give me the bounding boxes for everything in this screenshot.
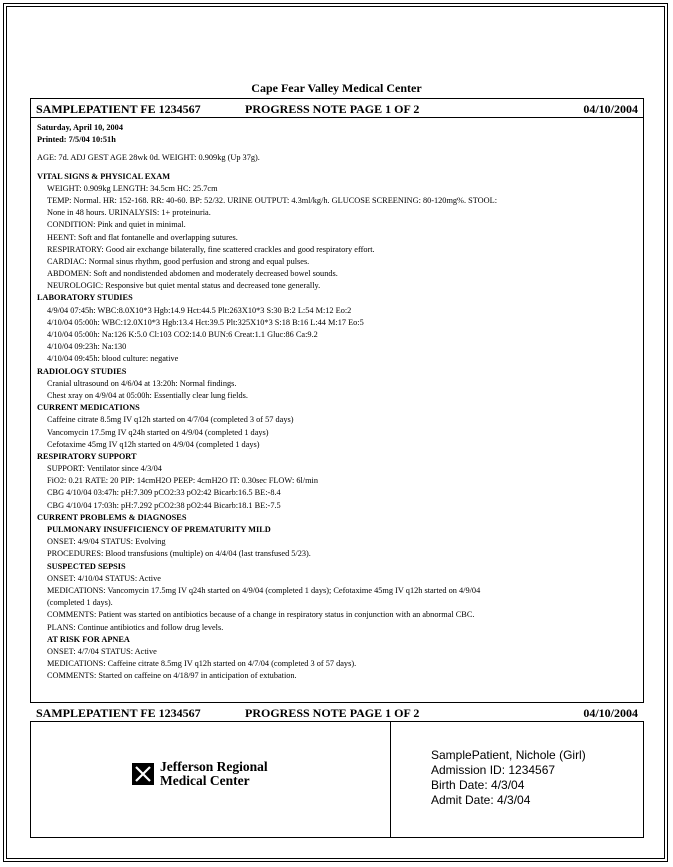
printed-line: Printed: 7/5/04 10:51h (37, 135, 116, 145)
problem-line: ONSET: 4/9/04 STATUS: Evolving (47, 537, 166, 547)
vital-line: TEMP: Normal. HR: 152-168. RR: 40-60. BP: 52/32. URINE OUTPUT: 4.3ml/kg/h. GLUCOSE SCREENING: 80-120mg%. STOOL: (47, 195, 498, 205)
respiratory-line: SUPPORT: Ventilator since 4/3/04 (47, 464, 162, 474)
section-heading: VITAL SIGNS & PHYSICAL EXAM (37, 171, 171, 181)
problem-line: MEDICATIONS: Caffeine citrate 8.5mg IV q12h started on 4/7/04 (completed 3 of 57 days). (47, 659, 357, 669)
footer-date: 04/10/2004 (583, 706, 638, 720)
lab-line: 4/9/04 07:45h: WBC:8.0X10*3 Hgb:14.9 Hct:44.5 Plt:263X10*3 S:30 B:2 L:54 M:12 Eo:2 (47, 305, 352, 315)
footer-bar (30, 702, 644, 722)
problem-line: (completed 1 days). (47, 598, 113, 608)
admit-date: Admit Date: 4/3/04 (431, 793, 531, 807)
patient-info (431, 748, 586, 808)
lab-line: 4/10/04 05:00h: Na:126 K:5.0 Cl:103 CO2:14.0 BUN:6 Creat:1.1 Gluc:86 Ca:9.2 (47, 330, 318, 339)
lab-line: 4/10/04 05:00h: WBC:12.0X10*3 Hgb:13.4 Hct:39.5 Plt:325X10*3 S:18 B:16 L:44 M:17 Eo:5 (47, 317, 364, 327)
problem-line: PROCEDURES: Blood transfusions (multiple) on 4/4/04 (last transfused 5/23). (47, 549, 311, 559)
header-bar (30, 98, 644, 118)
section-heading: CURRENT MEDICATIONS (37, 403, 140, 413)
footer-bottom-border (30, 837, 644, 838)
header-page: PROGRESS NOTE PAGE 1 OF 2 (245, 102, 420, 116)
respiratory-line: FiO2: 0.21 RATE: 20 PIP: 14cmH2O PEEP: 4cmH2O IT: 0.30sec FLOW: 6l/min (47, 476, 318, 486)
footer-page: PROGRESS NOTE PAGE 1 OF 2 (245, 706, 420, 720)
vital-line: None in 48 hours. URINALYSIS: 1+ proteinuria. (47, 208, 211, 218)
vital-line: ABDOMEN: Soft and nondistended abdomen and moderately decreased bowel sounds. (47, 269, 338, 279)
logo-line-1: Jefferson Regional (160, 759, 268, 774)
section-heading: RADIOLOGY STUDIES (37, 366, 127, 376)
medication-line: Caffeine citrate 8.5mg IV q12h started on 4/7/04 (completed 3 of 57 days) (47, 415, 294, 425)
medication-line: Cefotaxime 45mg IV q12h started on 4/9/04 (completed 1 days) (47, 439, 260, 449)
problem-line: MEDICATIONS: Vancomycin 17.5mg IV q24h started on 4/9/04 (completed 1 days); Cefotaxime 45mg IV q12h started on 4/9/04 (47, 585, 481, 595)
problem-line: COMMENTS: Patient was started on antibiotics because of a change in respiratory status in conjunction with an abnormal CBC. (47, 610, 475, 620)
box-left-border (30, 98, 31, 703)
respiratory-line: CBG 4/10/04 17:03h: pH:7.292 pCO2:38 pO2:44 Bicarb:18.1 BE:-7.5 (47, 500, 281, 510)
header-date: 04/10/2004 (583, 102, 638, 116)
box-right-border (643, 98, 644, 703)
medication-line: Vancomycin 17.5mg IV q24h started on 4/9/04 (completed 1 days) (47, 427, 269, 437)
problem-line: ONSET: 4/10/04 STATUS: Active (47, 573, 161, 583)
logo-x-icon (132, 763, 154, 785)
problem-line: PLANS: Continue antibiotics and follow drug levels. (47, 622, 224, 632)
lab-line: 4/10/04 09:45h: blood culture: negative (47, 354, 179, 364)
radiology-line: Chest xray on 4/9/04 at 05:00h: Essentially clear lung fields. (47, 390, 248, 400)
note-content (37, 122, 637, 682)
age-line: AGE: 7d. ADJ GEST AGE 28wk 0d. WEIGHT: 0.909kg (Up 37g). (37, 153, 260, 163)
vital-line: WEIGHT: 0.909kg LENGTH: 34.5cm HC: 25.7cm (47, 183, 218, 193)
patient-name: SamplePatient, Nichole (Girl) (431, 748, 586, 762)
problem-heading: SUSPECTED SEPSIS (47, 561, 126, 571)
problem-line: ONSET: 4/7/04 STATUS: Active (47, 646, 157, 656)
vital-line: CARDIAC: Normal sinus rhythm, good perfusion and strong and equal pulses. (47, 256, 310, 266)
footer-right-border (643, 722, 644, 838)
problem-heading: PULMONARY INSUFFICIENCY OF PREMATURITY MILD (47, 525, 271, 534)
jefferson-logo (132, 760, 268, 788)
radiology-line: Cranial ultrasound on 4/6/04 at 13:20h: Normal findings. (47, 378, 237, 388)
section-heading: RESPIRATORY SUPPORT (37, 451, 137, 461)
respiratory-line: CBG 4/10/04 03:47h: pH:7.309 pCO2:33 pO2:42 Bicarb:16.5 BE:-8.4 (47, 488, 281, 498)
admission-id: Admission ID: 1234567 (431, 763, 556, 777)
vital-line: CONDITION: Pink and quiet in minimal. (47, 220, 186, 230)
section-heading: LABORATORY STUDIES (37, 293, 133, 303)
logo-line-2: Medical Center (160, 773, 250, 788)
vital-line: HEENT: Soft and flat fontanelle and overlapping sutures. (47, 232, 238, 242)
vital-line: RESPIRATORY: Good air exchange bilaterally, fine scattered crackles and good respiratory effort. (47, 244, 375, 254)
problem-heading: AT RISK FOR APNEA (47, 634, 130, 644)
footer-patient: SAMPLEPATIENT FE 1234567 (36, 706, 201, 720)
footer-left-border (30, 722, 31, 838)
date-line: Saturday, April 10, 2004 (37, 123, 123, 132)
vital-line: NEUROLOGIC: Responsive but quiet mental status and decreased tone generally. (47, 281, 321, 291)
hospital-title: Cape Fear Valley Medical Center (251, 81, 422, 95)
birth-date: Birth Date: 4/3/04 (431, 778, 525, 792)
footer-divider (390, 722, 391, 838)
problem-line: COMMENTS: Started on caffeine on 4/18/97 in anticipation of extubation. (47, 671, 297, 681)
lab-line: 4/10/04 09:23h: Na:130 (47, 342, 127, 352)
section-heading: CURRENT PROBLEMS & DIAGNOSES (37, 512, 187, 522)
header-patient: SAMPLEPATIENT FE 1234567 (36, 102, 201, 116)
